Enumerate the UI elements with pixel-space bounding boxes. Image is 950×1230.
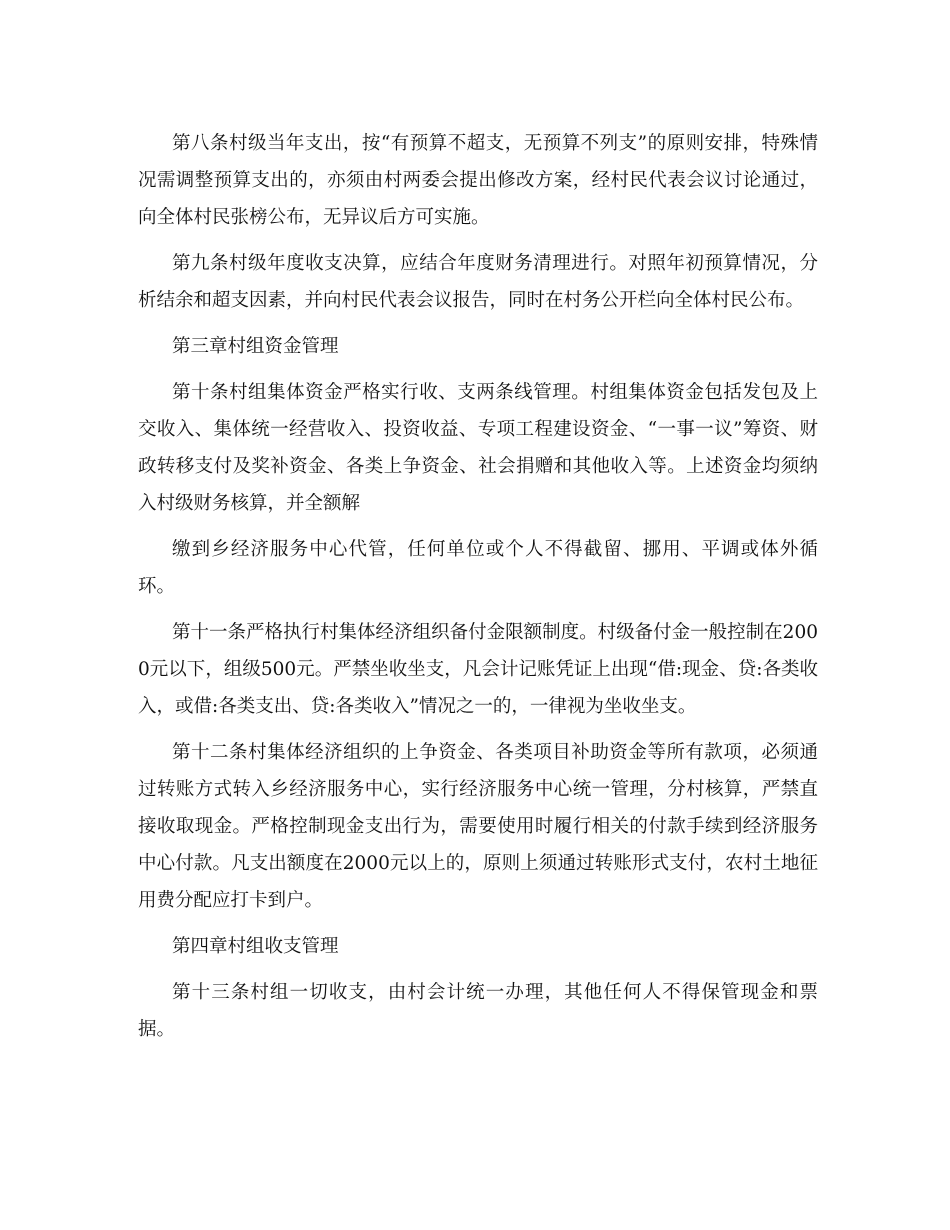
article-9-paragraph: 第九条村级年度收支决算，应结合年度财务清理进行。对照年初预算情况，分析结余和超支因素，并向村民代表会议报告，同时在村务公开栏向全体村民公布。	[138, 253, 818, 311]
article-11-paragraph: 第十一条严格执行村集体经济组织备付金限额制度。村级备付金一般控制在2000元以下，组级500元。严禁坐收坐支，凡会计记账凭证上出现“借:现金、贷:各类收入，或借:各类支出、贷:各类收入”情况之一的，一律视为坐收坐支。	[138, 622, 818, 717]
article-10-paragraph: 第十条村组集体资金严格实行收、支两条线管理。村组集体资金包括发包及上交收入、集体统一经营收入、投资收益、专项工程建设资金、“一事一议”筹资、财政转移支付及奖补资金、各类上争资金、社会捐赠和其他收入等。上述资金均须纳入村级财务核算，并全额解	[138, 382, 818, 514]
article-13-paragraph: 第十三条村组一切收支，由村会计统一办理，其他任何人不得保管现金和票据。	[138, 982, 818, 1040]
chapter-3-heading: 第三章村组资金管理	[172, 336, 339, 357]
document-body	[138, 125, 818, 1057]
article-10-continuation-paragraph: 缴到乡经济服务中心代管，任何单位或个人不得截留、挪用、平调或体外循环。	[138, 539, 818, 597]
article-12-paragraph: 第十二条村集体经济组织的上争资金、各类项目补助资金等所有款项，必须通过转账方式转入乡经济服务中心，实行经济服务中心统一管理，分村核算，严禁直接收取现金。严格控制现金支出行为，需要使用时履行相关的付款手续到经济服务中心付款。凡支出额度在2000元以上的，原则上须通过转账形式支付，农村土地征用费分配应打卡到户。	[138, 742, 818, 911]
chapter-4-heading: 第四章村组收支管理	[172, 936, 339, 957]
article-8-paragraph: 第八条村级当年支出，按“有预算不超支，无预算不列支”的原则安排，特殊情况需调整预算支出的，亦须由村两委会提出修改方案，经村民代表会议讨论通过，向全体村民张榜公布，无异议后方可实施。	[138, 133, 818, 228]
